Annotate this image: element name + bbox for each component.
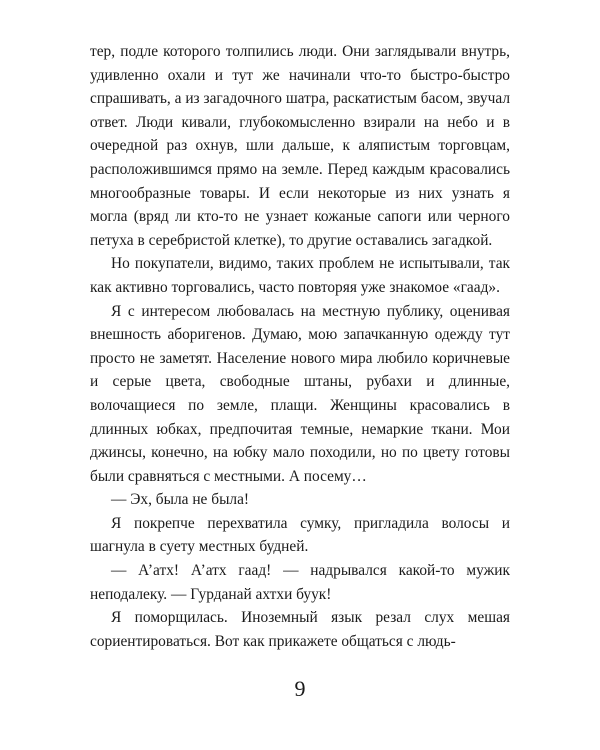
paragraph: Я покрепче перехватила сумку, пригладила волосы и шагнула в суету местных будней. xyxy=(90,514,510,556)
body-text xyxy=(90,40,510,653)
paragraph: — Эх, была не была! xyxy=(111,491,250,509)
paragraph: Но покупатели, видимо, таких проблем не испытывали, так как активно торговались, часто повторяя уже знакомое «гаад». xyxy=(90,255,510,296)
paragraph: Я поморщилась. Иноземный язык резал слух мешая сориентироваться. Вот как прикажете общаться с людь- xyxy=(90,609,510,650)
paragraph: Я с интересом любовалась на местную публику, оценивая внешность аборигенов. Думаю, мою запачканную одежду тут просто не заметят. Население нового мира любило коричневые и серые цвета, свободные штаны, рубахи и длинные, волочащиеся по земле, плащи. Женщины красовались в длинных юбках, предпочитая темные, немаркие ткани. Мои джинсы, конечно, на юбку мало походили, но по цвету готовы были сравняться с местными. А посему… xyxy=(90,302,510,485)
paragraph: тер, подле которого толпились люди. Они заглядывали внутрь, удивленно охали и тут же начинали что-то быстро-быстро спрашивать, а из загадочного шатра, раскатистым басом, звучал ответ. Люди кивали, глубокомысленно взирали на небо и в очередной раз охнув, шли дальше, к аляпистым торговцам, расположившимся прямо на земле. Перед каждым красовались многообразные товары. И если некоторые из них узнать я могла (вряд ли кто-то не узнает кожаные сапоги или черного петуха в серебристой клетке), то другие оставались загадкой. xyxy=(90,43,510,249)
page-number: 9 xyxy=(294,676,306,701)
paragraph: — А’атх! А’атх гаад! — надрывался какой-то мужик неподалеку. — Гурданай ахтхи буук! xyxy=(90,562,510,603)
